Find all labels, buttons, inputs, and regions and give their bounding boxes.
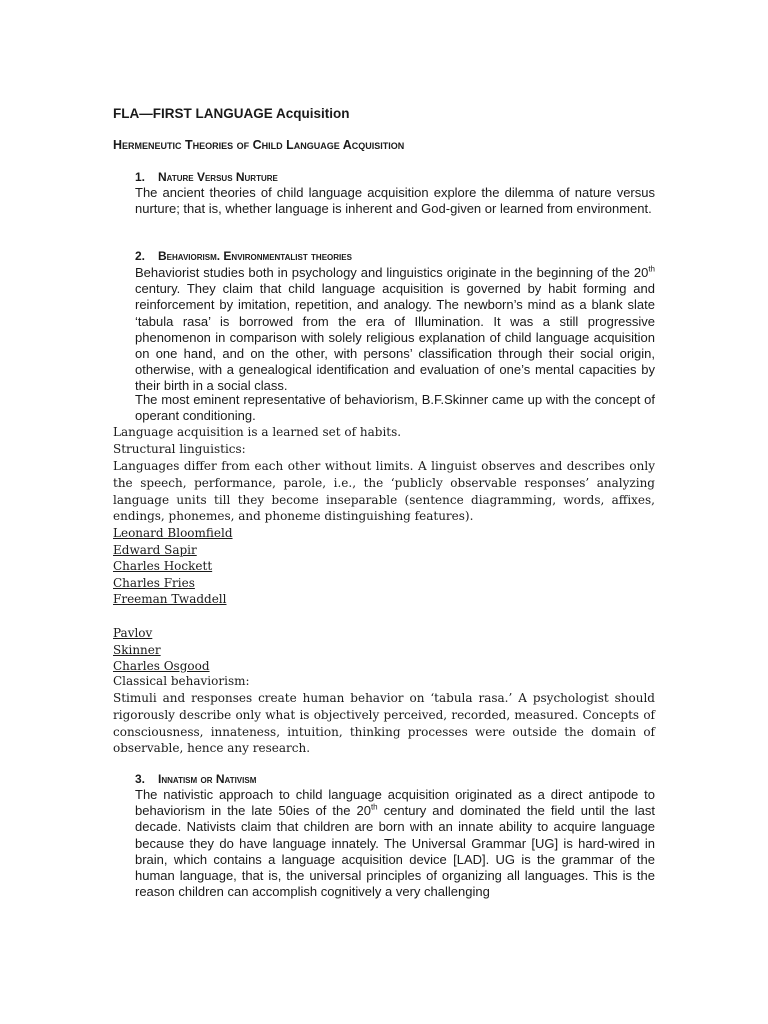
structural-linguistics-text: Languages differ from each other without limits. A linguist observes and describes only the speech, performance, parole, i.e., the ‘publicly observable responses’ analyzing language units till they become inseparable (sentence diagramming, words, affixes, endings, phonemes, and phoneme distinguishing features). bbox=[113, 459, 655, 524]
section-2-superscript: th bbox=[648, 264, 655, 274]
link-freeman-twaddell[interactable]: Freeman Twaddell bbox=[113, 592, 227, 606]
link-pavlov[interactable]: Pavlov bbox=[113, 626, 153, 640]
section-1-heading bbox=[135, 170, 278, 184]
classical-behaviorism-text: Stimuli and responses create human behavior on ‘tabula rasa.’ A psychologist should rigorously describe only what is objectively perceived, recorded, measured. Concepts of consciousness, innateness, intuition, thinking processes were outside the domain of observable, hence any research. bbox=[113, 691, 655, 756]
link-skinner[interactable]: Skinner bbox=[113, 642, 161, 657]
link-charles-fries[interactable]: Charles Fries bbox=[113, 575, 195, 590]
section-3-number: 3. bbox=[135, 772, 146, 786]
link-edward-sapir[interactable]: Edward Sapir bbox=[113, 542, 197, 557]
section-1-paragraph: The ancient theories of child language acquisition explore the dilemma of nature versus nurture; that is, whether language is inherent and God-given or learned from environment. bbox=[135, 185, 655, 217]
page-title: FLA—FIRST LANGUAGE Acquisition bbox=[113, 106, 350, 121]
section-3-heading bbox=[135, 772, 256, 786]
section-2-title: Behaviorism. Environmentalist theories bbox=[158, 249, 352, 263]
psychologists-list bbox=[113, 624, 210, 674]
link-leonard-bloomfield[interactable]: Leonard Bloomfield bbox=[113, 526, 233, 540]
section-3-text-a: The nativistic approach to child language acquisition originated as a direct antipode to behaviorism in the late 50ies of the 20 bbox=[135, 787, 655, 819]
section-2-heading bbox=[135, 249, 352, 263]
link-charles-osgood[interactable]: Charles Osgood bbox=[113, 659, 210, 673]
link-charles-hockett[interactable]: Charles Hockett bbox=[113, 559, 213, 573]
section-2-text-a: Behaviorist studies both in psychology and linguistics originate in the beginning of the 20 bbox=[135, 265, 649, 280]
section-3-paragraph bbox=[135, 787, 655, 900]
section-3-title: Innatism or Nativism bbox=[158, 772, 257, 786]
section-3-superscript: th bbox=[370, 802, 378, 812]
section-1-number: 1. bbox=[135, 170, 146, 184]
section-2-text-b: century. They claim that child language acquisition is governed by habit forming and reinforcement by imitation, repetition, and analogy. The newborn’s mind as a blank slate ‘tabula rasa’ is borrowed from the era of Illumination. It was a still progressive phenomenon in comparison with solely religious explanation of child language acquisition on one hand, and on the other, with persons’ classification through their social origin, otherwise, with a genealogical identification and evaluation of one’s mental capacities by their birth in a social class. bbox=[135, 281, 655, 394]
section-1-title: Nature Versus Nurture bbox=[158, 170, 278, 184]
linguists-list bbox=[113, 524, 233, 607]
section-2-paragraph-1 bbox=[135, 265, 655, 395]
page-subtitle: Hermeneutic Theories of Child Language Acquisition bbox=[113, 138, 405, 152]
structural-linguistics-label: Structural linguistics: bbox=[113, 442, 246, 456]
classical-behaviorism-label: Classical behaviorism: bbox=[113, 674, 250, 688]
section-2-number: 2. bbox=[135, 249, 146, 263]
section-2-paragraph-2: The most eminent representative of behaviorism, B.F.Skinner came up with the concept of operant conditioning. bbox=[135, 392, 655, 424]
habits-line: Language acquisition is a learned set of habits. bbox=[113, 425, 402, 439]
section-3-text-b: century and dominated the field until the last decade. Nativists claim that children are born with an innate ability to acquire language because they do have language innately. The Universal Grammar [UG] is hard-wired in brain, which contains a language acquisition device [LAD]. UG is the grammar of the human language, that is, the universal principles of organizing all languages. This is the reason children can accomplish cognitively a very challenging bbox=[135, 803, 655, 900]
